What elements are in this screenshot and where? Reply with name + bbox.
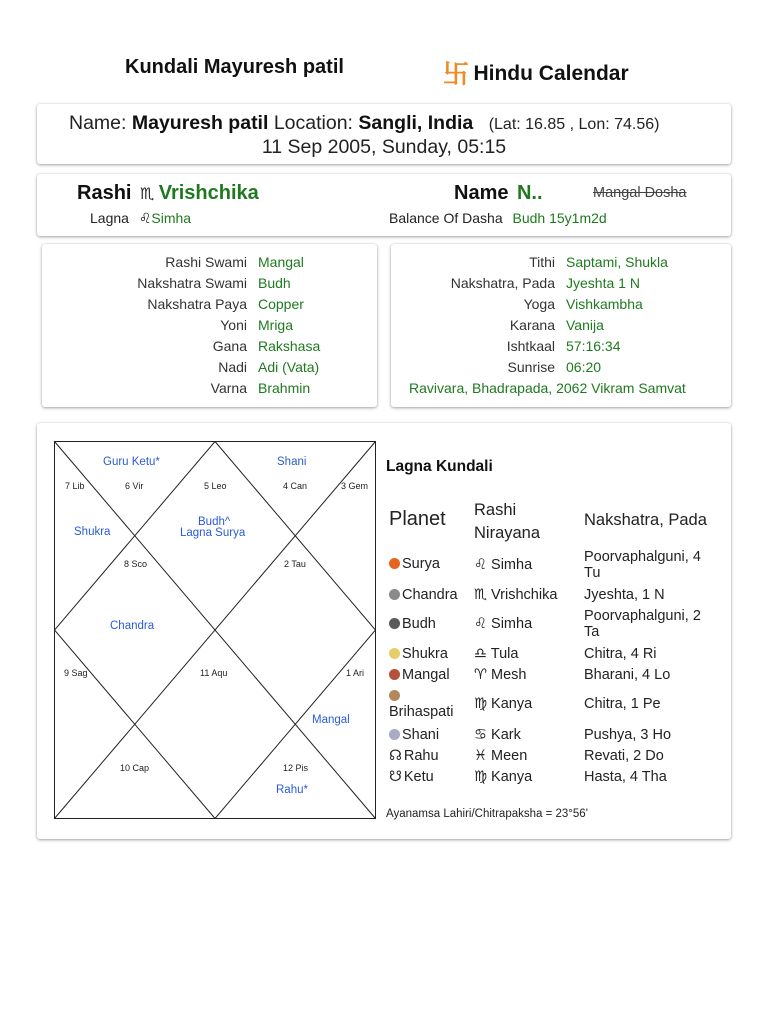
scorpio-icon: ♏ <box>139 186 155 203</box>
location-label: Location: <box>273 112 353 134</box>
detail-label: Yoga <box>523 296 555 312</box>
lagna-row <box>90 210 191 227</box>
detail-value: Brahmin <box>258 380 311 396</box>
house-9-label: 9 Sag <box>64 668 88 678</box>
rashi-label: Rashi <box>77 182 132 204</box>
planet-name: Shani <box>402 727 440 743</box>
leo-icon: ♌ <box>138 210 152 226</box>
nakshatra-line-1: Pushya, 3 Ho <box>584 727 672 743</box>
house-5-label: 5 Leo <box>204 481 227 491</box>
rashi-name: Meen <box>491 748 528 764</box>
planet-name: Rahu <box>403 748 439 764</box>
rashi-cell <box>474 727 521 743</box>
nakshatra-cell <box>584 549 701 581</box>
planet-name: Budh <box>402 616 436 632</box>
summary-card <box>37 174 731 236</box>
lagna-kundali-title: Lagna Kundali <box>386 458 493 475</box>
planet-name: Chandra <box>402 587 458 603</box>
scorpio-icon: ♏ <box>474 587 487 603</box>
detail-label: Sunrise <box>507 359 555 375</box>
planet-name: Mangal <box>402 667 450 683</box>
aries-icon: ♈ <box>474 667 487 683</box>
nakshatra-cell <box>584 646 657 662</box>
virgo-icon: ♍ <box>474 769 487 785</box>
detail-value: Copper <box>258 296 304 312</box>
nakshatra-cell <box>584 696 661 712</box>
lat-lon: (Lat: 16.85 , Lon: 74.56) <box>488 116 660 133</box>
location-value: Sangli, India <box>358 112 474 134</box>
samvat-footer: Ravivara, Bhadrapada, 2062 Vikram Samvat <box>409 380 686 396</box>
planets-house-5-a: Budh^ <box>198 516 231 528</box>
detail-label: Rashi Swami <box>165 254 247 270</box>
rashi-cell <box>474 769 532 785</box>
shani-icon <box>389 729 400 740</box>
planet-name: Surya <box>402 556 440 572</box>
brihaspati-icon <box>389 690 400 701</box>
mangal-dosha: Mangal Dosha <box>593 185 687 201</box>
planet-cell <box>389 688 453 720</box>
rashi-cell <box>474 587 557 603</box>
house-6-label: 6 Vir <box>125 481 144 491</box>
surya-icon <box>389 558 400 569</box>
budh-icon <box>389 618 400 629</box>
col-header-rashi <box>474 499 540 545</box>
planet-cell <box>389 727 439 743</box>
house-12-label: 12 Pis <box>283 763 309 773</box>
info-card <box>37 104 731 164</box>
house-7-label: 7 Lib <box>65 481 85 491</box>
name-row <box>454 182 543 205</box>
planet-cell <box>389 587 458 603</box>
planet-cell <box>389 667 450 683</box>
house-11-label: 11 Aqu <box>200 668 228 678</box>
planets-house-7: Guru Ketu* <box>103 456 160 468</box>
col-header-planet: Planet <box>389 508 446 530</box>
lagna-kundali-chart <box>54 441 376 819</box>
house-4-label: 4 Can <box>283 481 308 491</box>
brand-name: Hindu Calendar <box>473 62 629 85</box>
nakshatra-line-1: Poorvaphalguni, 4 <box>584 549 701 565</box>
rashi-name: Kanya <box>491 696 533 712</box>
nakshatra-line-1: Bharani, 4 Lo <box>584 667 671 683</box>
house-1-label: 1 Ari <box>346 668 365 678</box>
rashi-cell <box>474 667 527 683</box>
detail-label: Nakshatra, Pada <box>450 275 555 291</box>
planet-name: Brihaspati <box>389 704 454 720</box>
rashi-name: Simha <box>491 557 533 573</box>
shukra-icon <box>389 648 400 659</box>
detail-value: 57:16:34 <box>566 338 621 354</box>
nakshatra-line-1: Hasta, 4 Tha <box>584 769 667 785</box>
detail-label: Yoni <box>220 317 247 333</box>
dasha-label: Balance Of Dasha <box>389 210 503 226</box>
planet-cell <box>389 748 439 764</box>
house-10-label: 10 Cap <box>120 763 150 773</box>
details-right-card <box>391 244 731 407</box>
nakshatra-line-1: Chitra, 1 Pe <box>584 696 661 712</box>
nakshatra-line-1: Jyeshta, 1 N <box>584 587 665 603</box>
nakshatra-cell <box>584 727 671 743</box>
detail-value: Mriga <box>258 317 294 333</box>
detail-value: Vishkambha <box>566 296 643 312</box>
rashi-cell <box>474 616 532 632</box>
rashi-cell <box>474 748 527 764</box>
page-title: Kundali Mayuresh patil <box>125 56 344 78</box>
name-label: Name: <box>69 112 127 134</box>
lagna-label: Lagna <box>90 210 129 226</box>
detail-label: Karana <box>509 317 555 333</box>
planets-house-8: Chandra <box>110 620 155 632</box>
detail-label: Tithi <box>529 254 555 270</box>
detail-label: Gana <box>212 338 247 354</box>
col-header-rashi-2: Nirayana <box>474 524 541 542</box>
planet-cell <box>389 646 448 662</box>
rahu-icon: ☊ <box>389 748 402 764</box>
chandra-icon <box>389 589 400 600</box>
detail-value: Adi (Vata) <box>258 359 320 375</box>
dasha-value: Budh 15y1m2d <box>512 210 607 226</box>
rashi-cell <box>474 696 532 712</box>
detail-value: Saptami, Shukla <box>566 254 668 270</box>
house-3-label: 3 Gem <box>341 481 369 491</box>
nakshatra-cell <box>584 587 665 603</box>
nakshatra-cell <box>584 748 664 764</box>
detail-label: Nakshatra Paya <box>147 296 247 312</box>
detail-value: Mangal <box>258 254 304 270</box>
nakshatra-line-1: Chitra, 4 Ri <box>584 646 657 662</box>
ayanamsa-note: Ayanamsa Lahiri/Chitrapaksha = 23°56' <box>386 808 588 820</box>
leo-icon: ♌ <box>474 557 487 573</box>
nakshatra-line-1: Poorvaphalguni, 2 <box>584 608 701 624</box>
col-header-rashi-1: Rashi <box>474 501 517 519</box>
rashi-name: Kark <box>491 727 521 743</box>
planet-cell <box>389 556 440 572</box>
brand-logo[interactable] <box>443 54 629 91</box>
nakshatra-line-2: Ta <box>584 624 600 640</box>
rashi-name: Kanya <box>491 769 533 785</box>
planet-name: Shukra <box>402 646 448 662</box>
name-value-2: N.. <box>516 182 543 204</box>
planets-house-1: Mangal <box>312 714 350 726</box>
rashi-name: Tula <box>490 646 519 662</box>
swastika-icon: 卐 <box>443 59 470 89</box>
name-label-2: Name <box>454 182 509 204</box>
house-2-label: 2 Tau <box>284 559 306 569</box>
cancer-icon: ♋ <box>474 727 487 743</box>
rashi-row <box>77 182 259 205</box>
planet-cell <box>389 769 434 785</box>
detail-label: Nadi <box>218 359 247 375</box>
detail-label: Varna <box>210 380 247 396</box>
detail-value: 06:20 <box>566 359 602 375</box>
planets-house-5-b: Lagna Surya <box>180 527 246 539</box>
detail-value: Rakshasa <box>258 338 321 354</box>
rashi-cell <box>474 646 518 662</box>
dasha-row <box>389 210 607 226</box>
nakshatra-line-1: Revati, 2 Do <box>584 748 664 764</box>
name-value: Mayuresh patil <box>131 112 269 134</box>
libra-icon: ♎ <box>474 646 487 662</box>
detail-value: Jyeshta 1 N <box>566 275 640 291</box>
virgo-icon: ♍ <box>474 696 487 712</box>
pisces-icon: ♓ <box>474 748 487 764</box>
name-location-line <box>69 112 659 135</box>
rashi-name: Vrishchika <box>491 587 558 603</box>
rashi-cell <box>474 557 532 573</box>
planet-cell <box>389 616 436 632</box>
detail-label: Nakshatra Swami <box>137 275 247 291</box>
house-8-label: 8 Sco <box>124 559 148 569</box>
rashi-value: Vrishchika <box>158 182 259 204</box>
planets-house-6: Shukra <box>74 526 111 538</box>
nakshatra-cell <box>584 608 701 640</box>
details-left-card <box>42 244 377 407</box>
nakshatra-line-2: Tu <box>584 565 601 581</box>
planets-house-12: Rahu* <box>276 784 308 796</box>
nakshatra-cell <box>584 667 670 683</box>
planet-name: Ketu <box>403 769 434 785</box>
ketu-icon: ☋ <box>389 769 402 785</box>
detail-value: Vanija <box>566 317 604 333</box>
col-header-nakshatra: Nakshatra, Pada <box>584 511 707 529</box>
planets-house-4: Shani <box>277 456 307 468</box>
detail-label: Ishtkaal <box>506 338 555 354</box>
mangal-icon <box>389 669 400 680</box>
lagna-value: Simha <box>151 210 192 226</box>
birth-datetime: 11 Sep 2005, Sunday, 05:15 <box>261 136 507 158</box>
nakshatra-cell <box>584 769 667 785</box>
rashi-name: Simha <box>491 616 533 632</box>
detail-value: Budh <box>258 275 291 291</box>
rashi-name: Mesh <box>491 667 527 683</box>
leo-icon: ♌ <box>474 616 487 632</box>
